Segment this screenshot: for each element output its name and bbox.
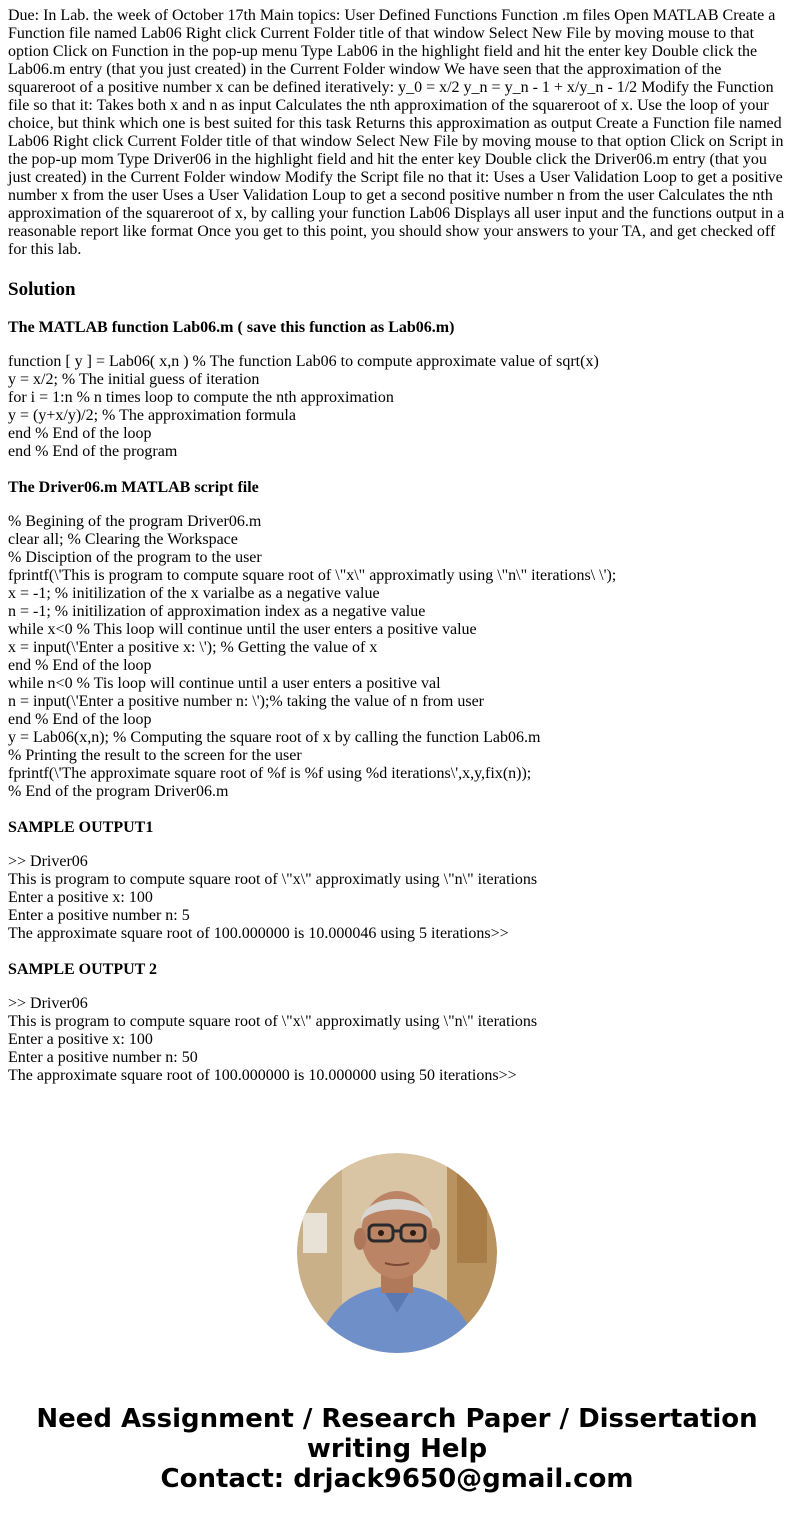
function-heading: The MATLAB function Lab06.m ( save this function as Lab06.m) xyxy=(8,319,455,336)
output-line: This is program to compute square root of \"x\" approximatly using \"n\" iterations xyxy=(8,871,538,888)
code-line: % Begining of the program Driver06.m xyxy=(8,513,262,530)
code-line: for i = 1:n % n times loop to compute the nth approximation xyxy=(8,389,394,406)
output-line: Enter a positive number n: 50 xyxy=(8,1049,198,1066)
code-line: y = (y+x/y)/2; % The approximation formula xyxy=(8,407,296,424)
tutor-photo xyxy=(297,1153,497,1353)
code-line: end % End of the loop xyxy=(8,425,152,442)
code-line: function [ y ] = Lab06( x,n ) % The function Lab06 to compute approximate value of sqrt(x) xyxy=(8,353,599,370)
sample-output-2 xyxy=(8,995,786,1085)
assignment-text: Due: In Lab. the week of October 17th Main topics: User Defined Functions Function .m files Open MATLAB Create a Function file named Lab06 Right click Current Folder title of that window Select New File by moving mouse to that option Click on Function in the pop-up menu Type Lab06 in the highlight field and hit the enter key Double click the Lab06.m entry (that you just created) in the Current Folder window We have seen that the approximation of the squareroot of a positive number x can be defined iteratively: y_0 = x/2 y_n = y_n - 1 + x/y_n - 1/2 Modify the Function file so that it: Takes both x and n as input Calculates the nth approximation of the squareroot of x. Use the loop of your choice, but think which one is best suited for this task Returns this approximation as output Create a Function file named Lab06 Right click Current Folder title of that window Select New File by moving mouse to that option Click on Script in the pop-up mom Type Driver06 in the highlight field and hit the enter key Double click the Driver06.m entry (that you just created) in the Current Folder window Modify the Script file no that it: Uses a User Validation Loop to get a positive number x from the user Uses a User Validation Loup to get a second positive number n from the user Calculates the nth approximation of the squareroot of x, by calling your function Lab06 Displays all user input and the functions output in a reasonable report like format Once you get to this point, you should show your answers to your TA, and get checked off for this lab. xyxy=(8,7,785,258)
code-line: fprintf(\'This is program to compute square root of \"x\" approximatly using \"n\" iterations\ \'); xyxy=(8,567,617,584)
code-line: x = -1; % initilization of the x varialbe as a negative value xyxy=(8,585,380,602)
code-line: % Disciption of the program to the user xyxy=(8,549,262,566)
code-line: % Printing the result to the screen for the user xyxy=(8,747,302,764)
sample-output-1 xyxy=(8,853,786,943)
output-line: The approximate square root of 100.000000 is 10.000000 using 50 iterations>> xyxy=(8,1067,517,1084)
promo-line: writing Help xyxy=(306,1434,488,1464)
code-line: n = input(\'Enter a positive number n: \');% taking the value of n from user xyxy=(8,693,485,710)
output-line: The approximate square root of 100.000000 is 10.000046 using 5 iterations>> xyxy=(8,925,509,942)
output-line: Enter a positive x: 100 xyxy=(8,889,153,906)
code-line: % End of the program Driver06.m xyxy=(8,783,229,800)
code-line: n = -1; % initilization of approximation index as a negative value xyxy=(8,603,426,620)
script-code xyxy=(8,513,786,801)
promo-banner xyxy=(0,1404,794,1494)
code-line: end % End of the loop xyxy=(8,711,152,728)
avatar xyxy=(297,1153,497,1353)
code-line: y = x/2; % The initial guess of iteration xyxy=(8,371,260,388)
solution-heading: Solution xyxy=(8,279,76,300)
script-heading: The Driver06.m MATLAB script file xyxy=(8,479,259,496)
code-line: end % End of the program xyxy=(8,443,178,460)
code-line: x = input(\'Enter a positive x: \'); % Getting the value of x xyxy=(8,639,378,656)
promo-line: Need Assignment / Research Paper / Dissertation xyxy=(36,1404,758,1434)
output-line: Enter a positive x: 100 xyxy=(8,1031,153,1048)
sample-output-2-heading: SAMPLE OUTPUT 2 xyxy=(8,961,158,978)
output-line: This is program to compute square root of \"x\" approximatly using \"n\" iterations xyxy=(8,1013,538,1030)
promo-contact: Contact: drjack9650@gmail.com xyxy=(160,1464,634,1494)
sample-output-1-heading: SAMPLE OUTPUT1 xyxy=(8,819,154,836)
output-line: >> Driver06 xyxy=(8,853,88,870)
code-line: while n<0 % Tis loop will continue until a user enters a positive val xyxy=(8,675,441,692)
code-line: end % End of the loop xyxy=(8,657,152,674)
output-line: Enter a positive number n: 5 xyxy=(8,907,190,924)
code-line: fprintf(\'The approximate square root of %f is %f using %d iterations\',x,y,fix(n)); xyxy=(8,765,532,782)
code-line: while x<0 % This loop will continue until the user enters a positive value xyxy=(8,621,477,638)
code-line: y = Lab06(x,n); % Computing the square root of x by calling the function Lab06.m xyxy=(8,729,541,746)
function-code xyxy=(8,353,786,461)
code-line: clear all; % Clearing the Workspace xyxy=(8,531,238,548)
output-line: >> Driver06 xyxy=(8,995,88,1012)
